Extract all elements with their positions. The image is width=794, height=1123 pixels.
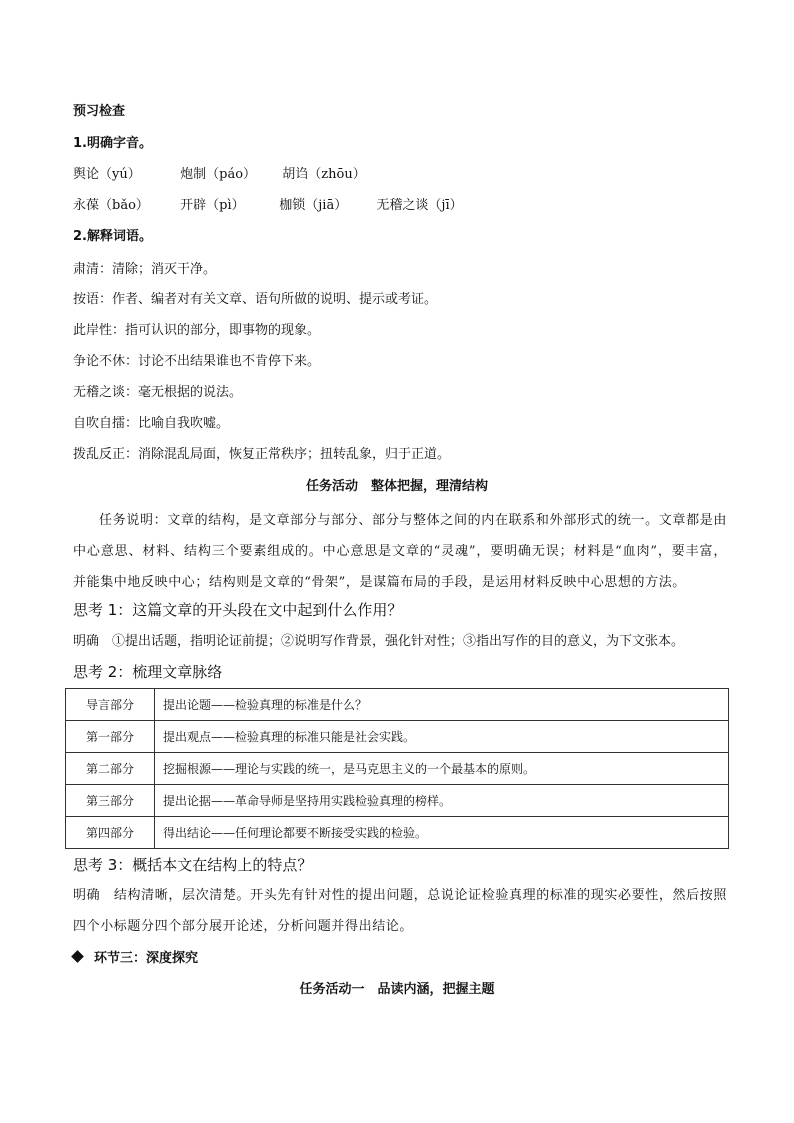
pinyin-item: 枷锁（jiā）	[279, 198, 348, 213]
think-3-answer: 明确 结构清晰，层次清楚。开头先有针对性的提出问题，总说论证检验真理的标准的现实必要性，然后按照四个小标题分四个部分展开论述，分析问题并得出结论。	[73, 888, 727, 934]
pronunciation-row-2	[73, 197, 463, 215]
table-row	[66, 817, 729, 849]
vocab-item: 无稽之谈：毫无根据的说法。	[73, 385, 243, 400]
part-cell: 第三部分	[66, 785, 155, 817]
table-row	[66, 689, 729, 721]
pinyin-item: 胡诌（zhōu）	[282, 167, 366, 182]
vocab-item: 自吹自擂：比喻自我吹嘘。	[73, 416, 230, 431]
vocab-item: 争论不休：讨论不出结果谁也不肯停下来。	[73, 354, 321, 369]
part-cell: 第四部分	[66, 817, 155, 849]
think-2-question: 思考 2：梳理文章脉络	[73, 663, 223, 681]
think-3-question: 思考 3：概括本文在结构上的特点？	[73, 856, 313, 874]
section-heading	[73, 950, 198, 968]
table-row	[66, 753, 729, 785]
content-cell: 提出论据——革命导师是坚持用实践检验真理的榜样。	[155, 785, 729, 817]
part-cell: 第二部分	[66, 753, 155, 785]
structure-table	[65, 688, 729, 849]
pronunciation-heading: 1.明确字音。	[73, 136, 152, 151]
vocab-heading: 2.解释词语。	[73, 229, 152, 244]
diamond-bullet-icon	[71, 950, 84, 963]
vocab-item: 按语：作者、编者对有关文章、语句所做的说明、提示或考证。	[73, 292, 438, 307]
vocab-item: 肃清：清除；消灭干净。	[73, 262, 217, 277]
content-cell: 提出论题——检验真理的标准是什么？	[155, 689, 729, 721]
preview-title: 预习检查	[73, 104, 126, 119]
think-1-answer: 明确 ①提出话题，指明论证前提；②说明写作背景，强化针对性；③指出写作的目的意义，为下文张本。	[73, 634, 685, 649]
pinyin-item: 舆论（yú）	[73, 167, 141, 182]
table-row	[66, 785, 729, 817]
table-row	[66, 721, 729, 753]
content-cell: 提出观点——检验真理的标准只能是社会实践。	[155, 721, 729, 753]
think-1-question: 思考 1：这篇文章的开头段在文中起到什么作用？	[73, 601, 403, 619]
content-cell: 挖掘根源——理论与实践的统一，是马克思主义的一个最基本的原则。	[155, 753, 729, 785]
pinyin-item: 开辟（pì）	[180, 198, 245, 213]
pinyin-item: 永葆（bǎo）	[73, 198, 149, 213]
pinyin-item: 炮制（páo）	[180, 167, 257, 182]
content-cell: 得出结论——任何理论都要不断接受实践的检验。	[155, 817, 729, 849]
pronunciation-row-1	[73, 166, 366, 184]
pinyin-item: 无稽之谈（jī）	[376, 198, 463, 213]
vocab-item: 拨乱反正：消除混乱局面，恢复正常秩序；扭转乱象，归于正道。	[73, 447, 451, 462]
part-cell: 第一部分	[66, 721, 155, 753]
vocab-item: 此岸性：指可认识的部分，即事物的现象。	[73, 323, 321, 338]
task-description: 任务说明：文章的结构，是文章部分与部分、部分与整体之间的内在联系和外部形式的统一。文章都是由中心意思、材料、结构三个要素组成的。中心意思是文章的“灵魂”，要明确无误；材料是“血肉”，要丰富，并能集中地反映中心；结构则是文章的“骨架”，是谋篇布局的手段，是运用材料反映中心思想的方法。	[73, 513, 727, 590]
part-cell: 导言部分	[66, 689, 155, 721]
task-activity-1-title: 任务活动一 品读内涵，把握主题	[299, 982, 495, 997]
section-title: 环节三：深度探究	[94, 951, 199, 966]
task-activity-title: 任务活动 整体把握，理清结构	[305, 479, 488, 494]
